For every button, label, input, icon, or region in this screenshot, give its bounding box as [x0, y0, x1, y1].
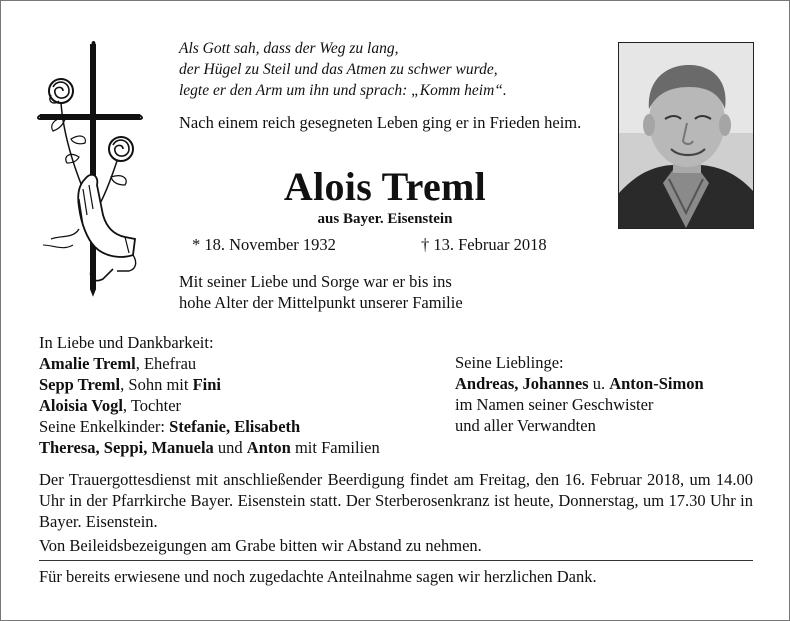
thanks-text: Für bereits erwiesene und noch zugedachte Anteilnahme sagen wir herzlichen Dank. — [39, 567, 597, 586]
mourner-relation: , Tochter — [122, 396, 182, 415]
love-line: Mit seiner Liebe und Sorge war er bis ins — [179, 272, 452, 291]
mourners-right — [455, 352, 704, 436]
mourner-line — [39, 395, 380, 416]
mourner-name: Fini — [192, 375, 222, 394]
mourner-line — [39, 374, 380, 395]
portrait-photo — [618, 42, 754, 229]
poem-line: der Hügel zu Steil und das Atmen zu schwer wurde, — [179, 61, 498, 78]
mourners-heading: In Liebe und Dankbarkeit: — [39, 333, 214, 352]
love-line: hohe Alter der Mittelpunkt unserer Familie — [179, 293, 463, 312]
cross-roses-praying-hands-icon — [33, 39, 143, 301]
mourner-relation: , Ehefrau — [135, 354, 197, 373]
mourner-line: und aller Verwandten — [455, 416, 596, 435]
mourner-line — [39, 353, 380, 374]
mourner-name: Andreas, Johannes — [455, 374, 589, 393]
condolences-text: Von Beileidsbezeigungen am Grabe bitten wir Abstand zu nehmen. — [39, 536, 482, 555]
birth-date: * 18. November 1932 — [192, 235, 336, 254]
mourner-name: Anton-Simon — [609, 374, 704, 393]
mourner-relation: u. — [588, 374, 610, 393]
mourner-relation: , Sohn mit — [120, 375, 193, 394]
poem-line: legte er den Arm um ihn und sprach: „Komm heim“. — [179, 82, 507, 99]
mourner-name: Amalie Treml — [39, 354, 136, 373]
divider — [39, 560, 753, 561]
mourner-line — [39, 437, 380, 458]
service-text: Der Trauergottesdienst mit anschließender Beerdigung findet am Freitag, den 16. Februar 2018, um 14.00 Uhr in der Pfarrkirche Bayer. Eisenstein statt. Der Sterberosenkranz ist heute, Donnerstag, um 17.30 Uhr in Bayer. Eisenstein. — [39, 470, 753, 531]
mourner-line: im Namen seiner Geschwister — [455, 395, 654, 414]
mourner-line — [39, 416, 380, 437]
love-text — [179, 271, 463, 313]
portrait-image — [619, 43, 753, 228]
mourners-left — [39, 332, 380, 458]
poem-line: Als Gott sah, dass der Weg zu lang, — [179, 40, 399, 57]
mourners-heading: Seine Lieblinge: — [455, 353, 564, 372]
mourner-relation: mit Familien — [290, 438, 380, 457]
mourner-relation: und — [213, 438, 247, 457]
mourner-line — [455, 373, 704, 394]
mourner-name: Sepp Treml — [39, 375, 121, 394]
mourner-name: Anton — [246, 438, 291, 457]
mourner-name: Theresa, Seppi, Manuela — [39, 438, 214, 457]
deceased-name: Alois Treml — [283, 164, 487, 209]
mourner-name: Stefanie, Elisabeth — [169, 417, 301, 436]
death-date: † 13. Februar 2018 — [421, 235, 547, 254]
mourner-name: Aloisia Vogl — [39, 396, 123, 415]
poem — [179, 38, 507, 101]
mourner-relation: Seine Enkelkinder: — [39, 417, 170, 436]
deceased-place: aus Bayer. Eisenstein — [317, 211, 453, 227]
intro-text: Nach einem reich gesegneten Leben ging er in Frieden heim. — [179, 113, 582, 132]
